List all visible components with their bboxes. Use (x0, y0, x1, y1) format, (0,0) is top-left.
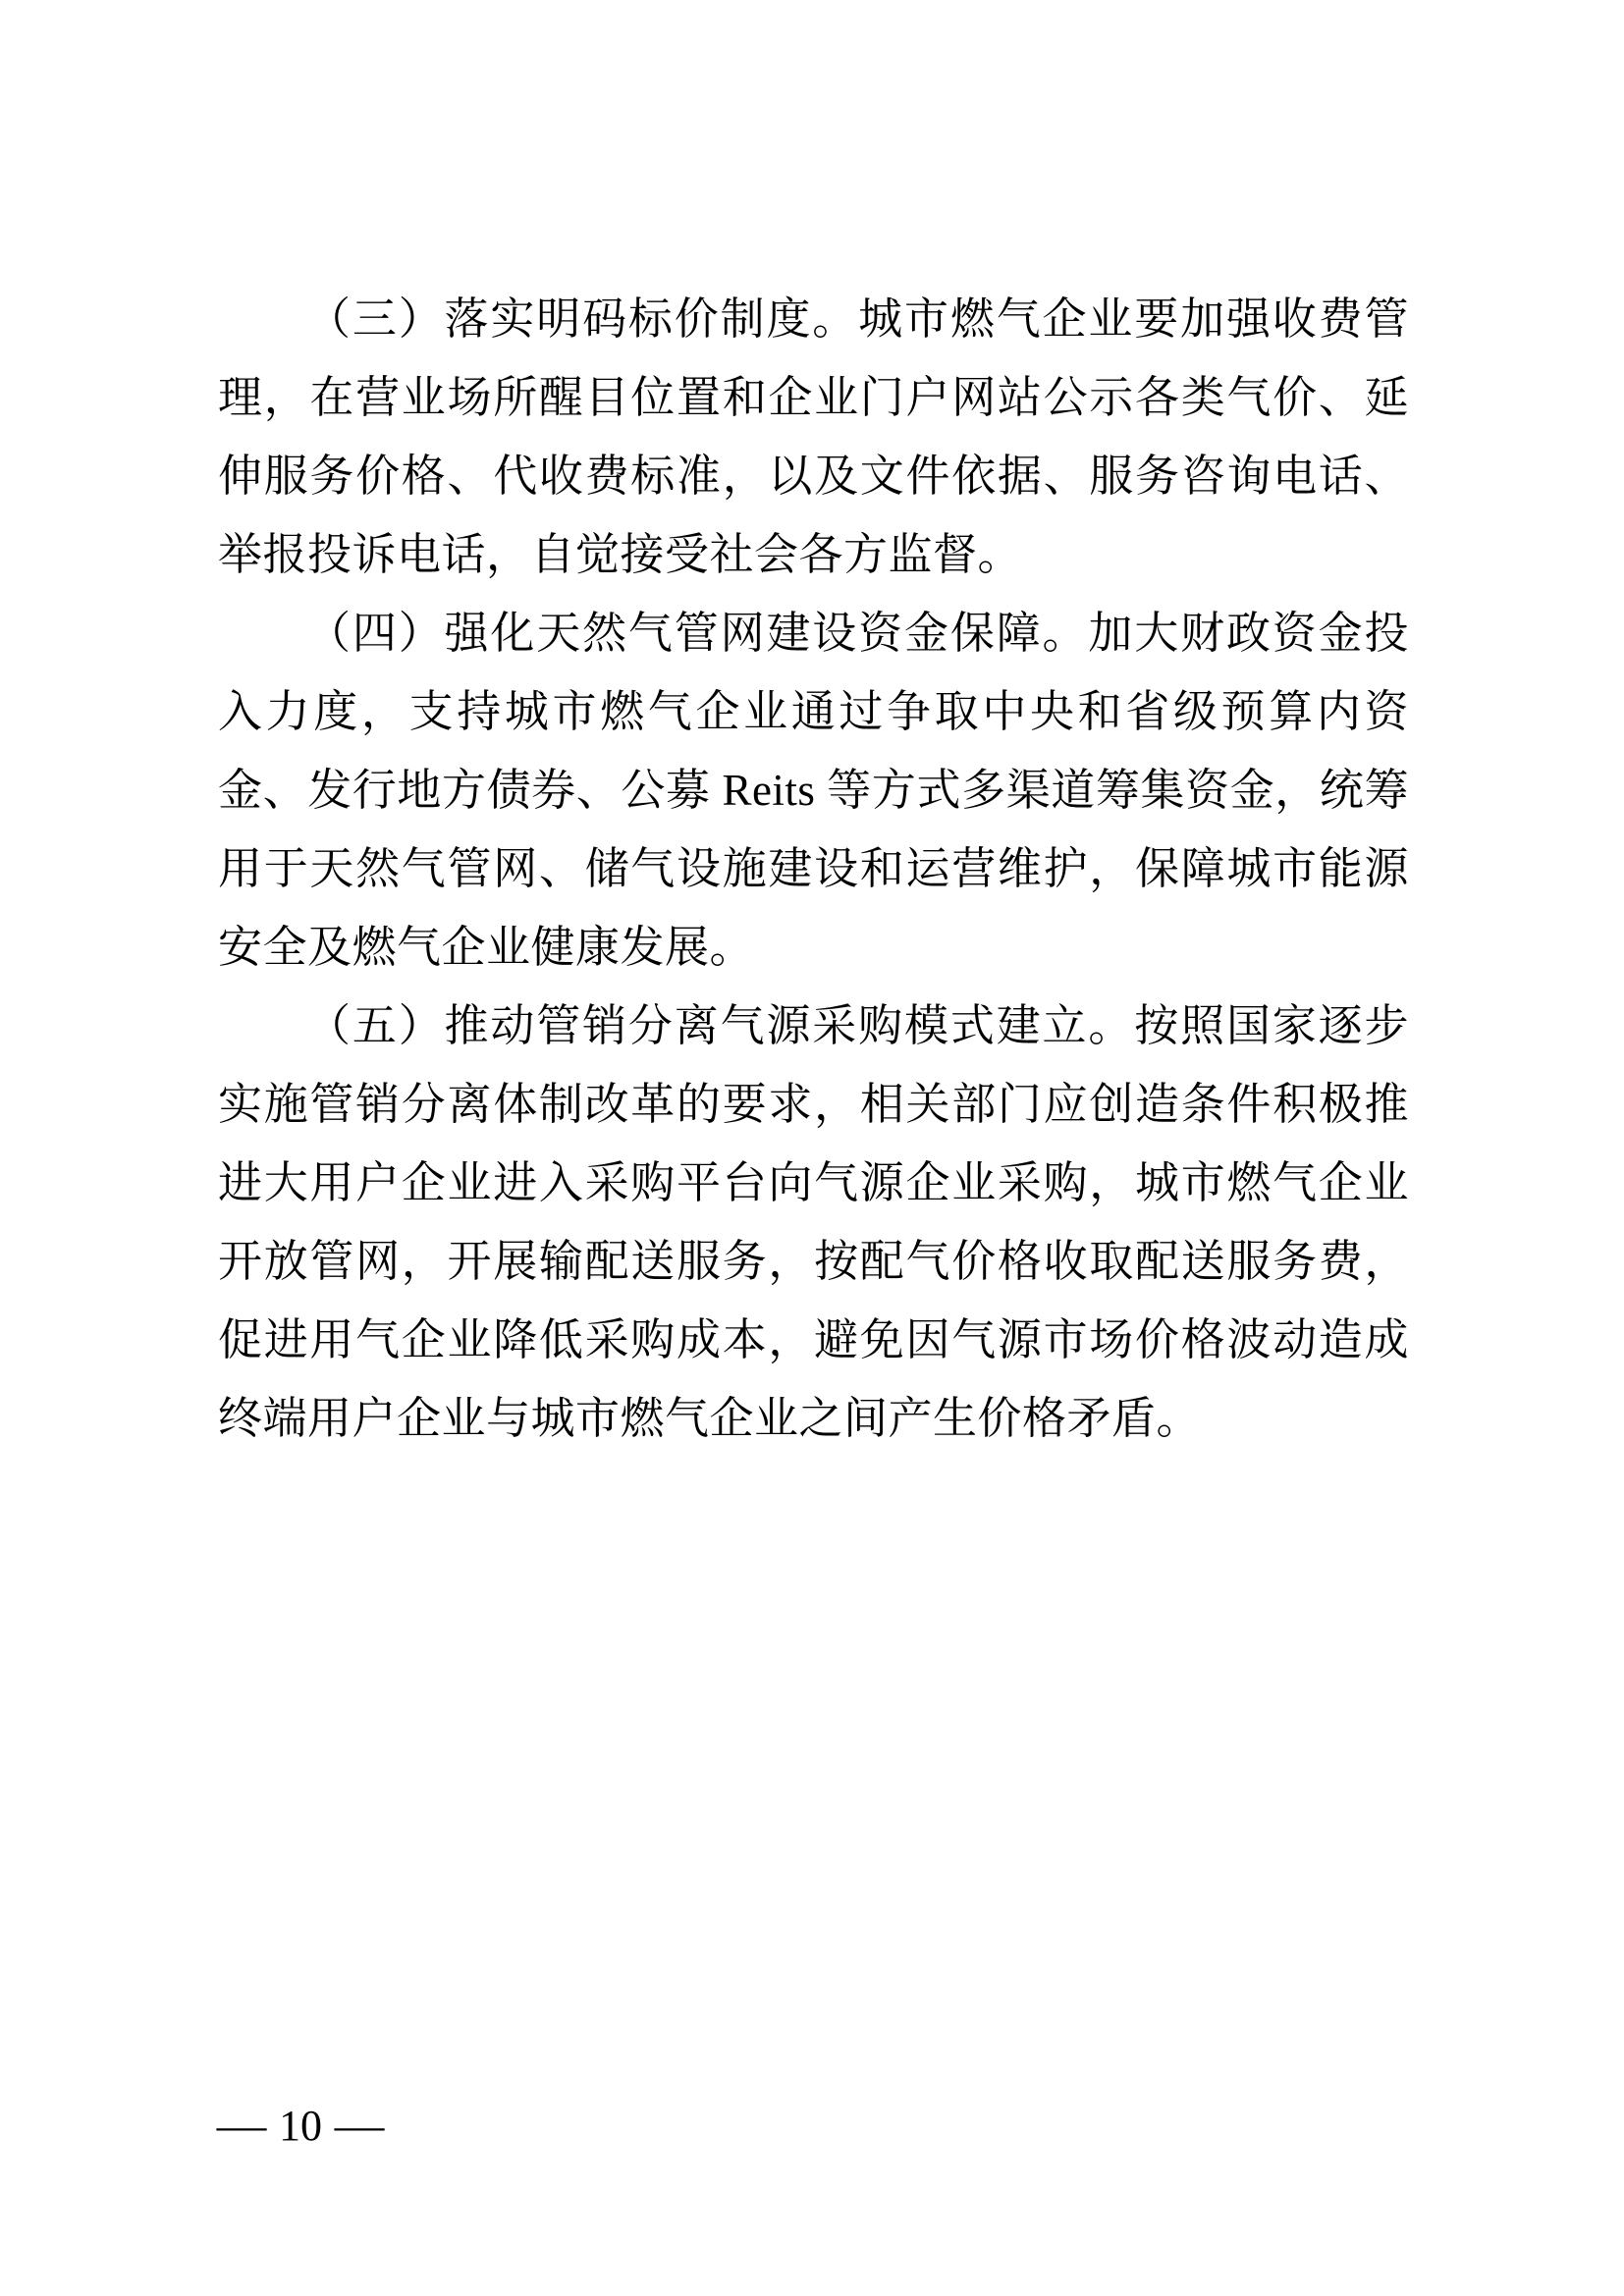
paragraph-lead: （三）落实明码标价制度。 (306, 294, 859, 344)
paragraph-item-4 (218, 594, 1409, 987)
paragraph-item-3 (218, 280, 1409, 594)
page-number (216, 2097, 385, 2156)
paragraph-body: 加大财政资金投入力度，支持城市燃气企业通过争取中央和省级预算内资金、发行地方债券、公募 Reits 等方式多渠道筹集资金，统筹用于天然气管网、储气设施建设和运营维护，保障城市能源安全及燃气企业健康发展。 (218, 609, 1409, 972)
page-number-value: 10 (279, 2102, 322, 2150)
paragraph-body: 城市燃气企业要加强收费管理，在营业场所醒目位置和企业门户网站公示各类气价、延伸服务价格、代收费标准，以及文件依据、服务咨询电话、举报投诉电话，自觉接受社会各方监督。 (218, 294, 1409, 579)
paragraph-lead: （五）推动管销分离气源采购模式建立。 (306, 1001, 1135, 1050)
document-body (218, 280, 1409, 1458)
page-number-dash-right: — (334, 2102, 385, 2150)
page-number-dash-left: — (216, 2102, 267, 2150)
paragraph-lead: （四）强化天然气管网建设资金保障。 (306, 609, 1089, 658)
paragraph-item-5 (218, 987, 1409, 1458)
paragraph-body: 按照国家逐步实施管销分离体制改革的要求，相关部门应创造条件积极推进大用户企业进入采购平台向气源企业采购，城市燃气企业开放管网，开展输配送服务，按配气价格收取配送服务费，促进用气企业降低采购成本，避免因气源市场价格波动造成终端用户企业与城市燃气企业之间产生价格矛盾。 (218, 1001, 1409, 1443)
